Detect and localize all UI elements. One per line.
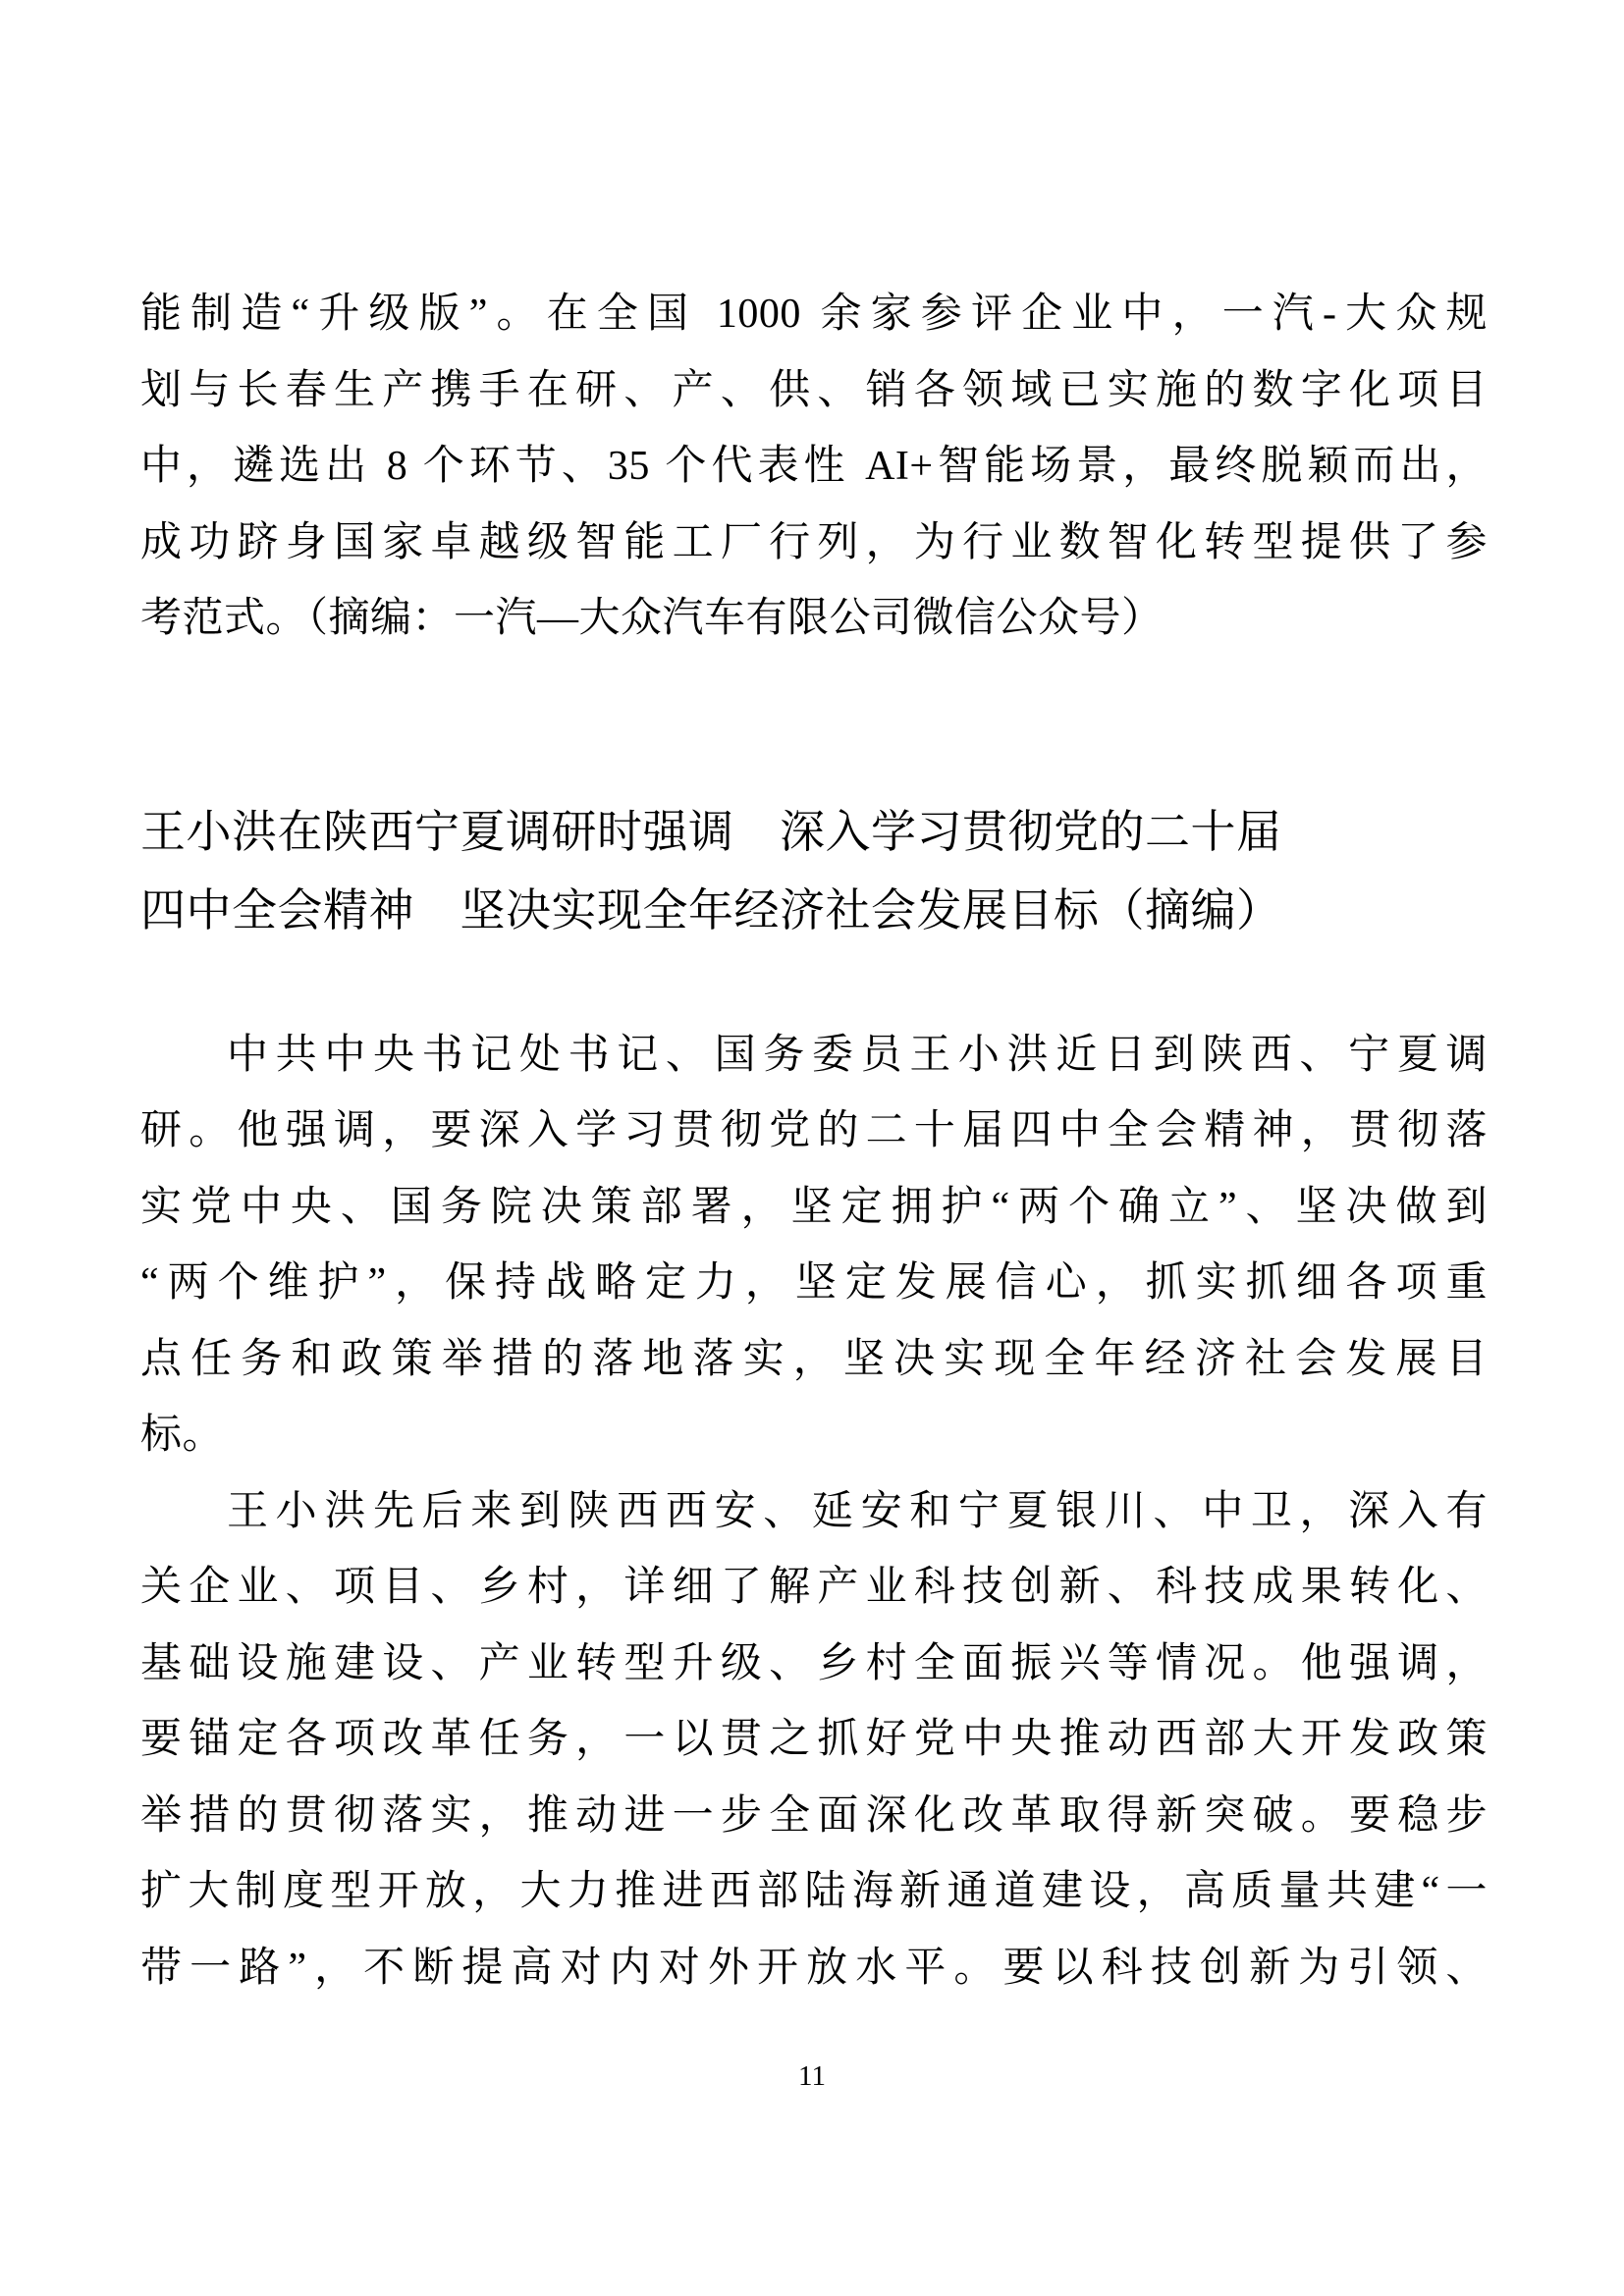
text-line: 划与长春生产携手在研、产、供、销各领域已实施的数字化项目 [140,367,1488,413]
text-line: “两个维护”，保持战略定力，坚定发展信心，抓实抓细各项重 [140,1260,1488,1306]
text-line: 带一路”，不断提高对内对外开放水平。要以科技创新为引领、 [140,1945,1488,1991]
text-line: 考范式。（摘编：一汽—大众汽车有限公司微信公众号） [140,596,1164,641]
heading-line: 王小洪在陕西宁夏调研时强调 深入学习贯彻党的二十届 [140,806,1282,857]
page-content [140,277,1488,2006]
text-line: 中共中央书记处书记、国务委员王小洪近日到陕西、宁夏调 [227,1032,1488,1078]
text-line: 基础设施建设、产业转型升级、乡村全面振兴等情况。他强调， [140,1640,1488,1686]
text-line: 能制造“升级版”。在全国 1000 余家参评企业中，一汽-大众规 [140,292,1488,337]
text-line: 王小洪先后来到陕西西安、延安和宁夏银川、中卫，深入有 [227,1488,1488,1534]
text-line: 关企业、项目、乡村，详细了解产业科技创新、科技成果转化、 [140,1565,1488,1610]
paragraph-smart-factory [140,277,1488,658]
article-heading [140,793,1488,950]
text-line: 研。他强调，要深入学习贯彻党的二十届四中全会精神，贯彻落 [140,1108,1488,1153]
paragraph-visit-summary [140,1018,1488,1474]
text-line: 点任务和政策举措的落地落实，坚决实现全年经济社会发展目 [140,1336,1488,1382]
page-number: 11 [798,2060,826,2092]
text-line: 成功跻身国家卓越级智能工厂行列，为行业数智化转型提供了参 [140,519,1488,565]
paragraph-visit-details [140,1474,1488,2007]
heading-line: 四中全会精神 坚决实现全年经济社会发展目标（摘编） [140,884,1282,935]
text-line: 标。 [140,1413,225,1458]
text-line: 实党中央、国务院决策部署，坚定拥护“两个确立”、坚决做到 [140,1184,1488,1230]
text-line: 举措的贯彻落实，推动进一步全面深化改革取得新突破。要稳步 [140,1792,1488,1839]
text-line: 中，遴选出 8 个环节、35 个代表性 AI+智能场景，最终脱颖而出， [140,444,1488,489]
text-line: 要锚定各项改革任务，一以贯之抓好党中央推动西部大开发政策 [140,1717,1488,1762]
text-line: 扩大制度型开放，大力推进西部陆海新通道建设，高质量共建“一 [140,1869,1488,1914]
